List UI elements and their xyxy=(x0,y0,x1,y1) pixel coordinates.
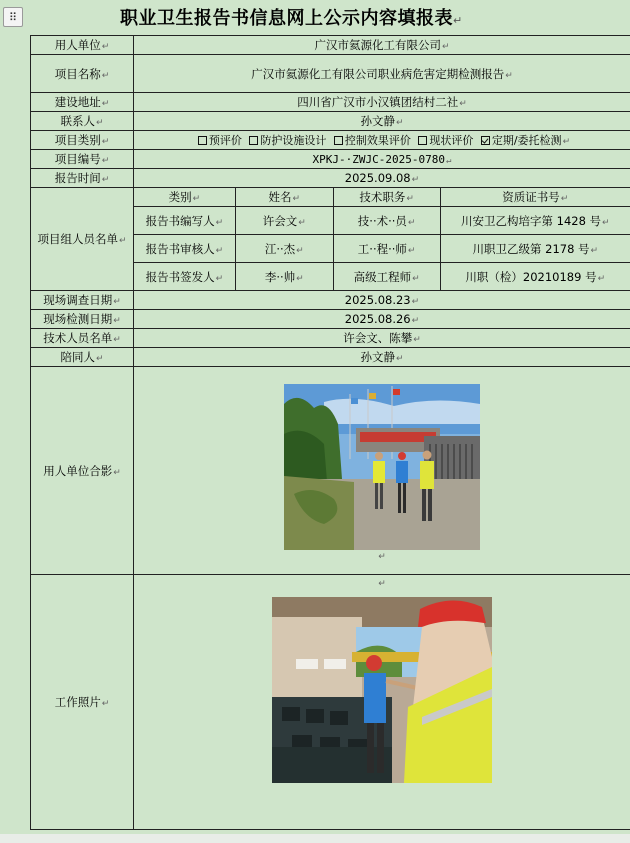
work-photo-cell xyxy=(133,575,630,830)
table-row xyxy=(31,112,630,131)
checkbox-protection-design[interactable]: 防护设施设计 xyxy=(245,134,326,147)
disclosure-form-table xyxy=(30,35,630,830)
team-name[interactable]: 江··杰 ↵ xyxy=(235,235,333,263)
project-no-value[interactable]: XPKJ-·ZWJC-2025-0780 ↵ xyxy=(133,150,630,169)
table-row xyxy=(31,36,630,55)
page-title: 职业卫生报告书信息网上公示内容填报表↵ xyxy=(120,8,463,29)
work-photo[interactable] xyxy=(272,597,492,783)
checkbox-icon xyxy=(334,136,343,145)
team-title[interactable]: 工··程··师 ↵ xyxy=(333,235,440,263)
group-photo[interactable] xyxy=(284,384,480,550)
team-header-category: 类别 ↵ xyxy=(133,188,235,207)
checkbox-control-effect[interactable]: 控制效果评价 xyxy=(330,134,411,147)
checkbox-status-evaluation[interactable]: 现状评价 xyxy=(414,134,473,147)
checkbox-icon xyxy=(418,136,427,145)
table-row xyxy=(31,367,630,575)
table-row xyxy=(31,188,630,207)
grip-icon: ⠿ xyxy=(8,10,18,24)
contact-value[interactable]: 孙文静 ↵ xyxy=(133,112,630,131)
table-row xyxy=(31,348,630,367)
table-row xyxy=(31,329,630,348)
team-name[interactable]: 许会文 ↵ xyxy=(235,207,333,235)
table-row xyxy=(31,150,630,169)
team-cert[interactable]: 川职（检）20210189 号 ↵ xyxy=(440,263,630,291)
team-name[interactable]: 李··帅 ↵ xyxy=(235,263,333,291)
checkbox-pre-evaluation[interactable]: 预评价 xyxy=(194,134,242,147)
test-date-label: 现场检测日期 ↵ xyxy=(31,310,134,329)
survey-date-label: 现场调查日期 ↵ xyxy=(31,291,134,310)
address-value[interactable]: 四川省广汉市小汉镇团结村二社 ↵ xyxy=(133,93,630,112)
table-row xyxy=(31,575,630,830)
contact-label: 联系人 ↵ xyxy=(31,112,134,131)
paragraph-mark-icon: ↵ xyxy=(378,579,386,589)
employer-label: 用人单位 ↵ xyxy=(31,36,134,55)
report-time-value[interactable]: 2025.09.08 ↵ xyxy=(133,169,630,188)
team-role: 报告书签发人 ↵ xyxy=(133,263,235,291)
checkbox-checked-icon xyxy=(481,136,490,145)
test-date-value[interactable]: 2025.08.26 ↵ xyxy=(133,310,630,329)
checkbox-icon xyxy=(198,136,207,145)
team-header-name: 姓名 ↵ xyxy=(235,188,333,207)
team-title[interactable]: 技··术··员 ↵ xyxy=(333,207,440,235)
table-move-handle[interactable] xyxy=(3,7,23,27)
address-label: 建设地址 ↵ xyxy=(31,93,134,112)
group-photo-image xyxy=(284,384,480,550)
tech-staff-label: 技术人员名单 ↵ xyxy=(31,329,134,348)
table-row xyxy=(31,291,630,310)
survey-date-value[interactable]: 2025.08.23 ↵ xyxy=(133,291,630,310)
category-label: 项目类别 ↵ xyxy=(31,131,134,150)
checkbox-periodic-testing[interactable]: 定期/委托检测 ↵ xyxy=(477,134,570,147)
team-cert[interactable]: 川安卫乙构培字第 1428 号 ↵ xyxy=(440,207,630,235)
work-photo-label: 工作照片 ↵ xyxy=(31,575,134,830)
team-header-cert: 资质证书号 ↵ xyxy=(440,188,630,207)
checkbox-icon xyxy=(249,136,258,145)
escort-label: 陪同人 ↵ xyxy=(31,348,134,367)
team-cert[interactable]: 川职卫乙级第 2178 号 ↵ xyxy=(440,235,630,263)
team-role: 报告书审核人 ↵ xyxy=(133,235,235,263)
work-photo-image xyxy=(272,597,492,783)
escort-value[interactable]: 孙文静 ↵ xyxy=(133,348,630,367)
table-row xyxy=(31,55,630,93)
project-name-label: 项目名称 ↵ xyxy=(31,55,134,93)
status-strip xyxy=(0,834,630,843)
team-label: 项目组人员名单 ↵ xyxy=(31,188,134,291)
project-no-label: 项目编号 ↵ xyxy=(31,150,134,169)
tech-staff-value[interactable]: 许会文、陈攀 ↵ xyxy=(133,329,630,348)
group-photo-label: 用人单位合影 ↵ xyxy=(31,367,134,575)
table-row xyxy=(31,131,630,150)
team-role: 报告书编写人 ↵ xyxy=(133,207,235,235)
project-name-value[interactable]: 广汉市氦源化工有限公司职业病危害定期检测报告 ↵ xyxy=(133,55,630,93)
team-header-title: 技术职务 ↵ xyxy=(333,188,440,207)
team-title[interactable]: 高级工程师 ↵ xyxy=(333,263,440,291)
group-photo-cell xyxy=(133,367,630,575)
paragraph-mark-icon: ↵ xyxy=(378,551,386,562)
table-row xyxy=(31,93,630,112)
employer-value[interactable]: 广汉市氦源化工有限公司 ↵ xyxy=(133,36,630,55)
category-options xyxy=(133,131,630,150)
table-row xyxy=(31,169,630,188)
table-row xyxy=(31,310,630,329)
report-time-label: 报告时间 ↵ xyxy=(31,169,134,188)
